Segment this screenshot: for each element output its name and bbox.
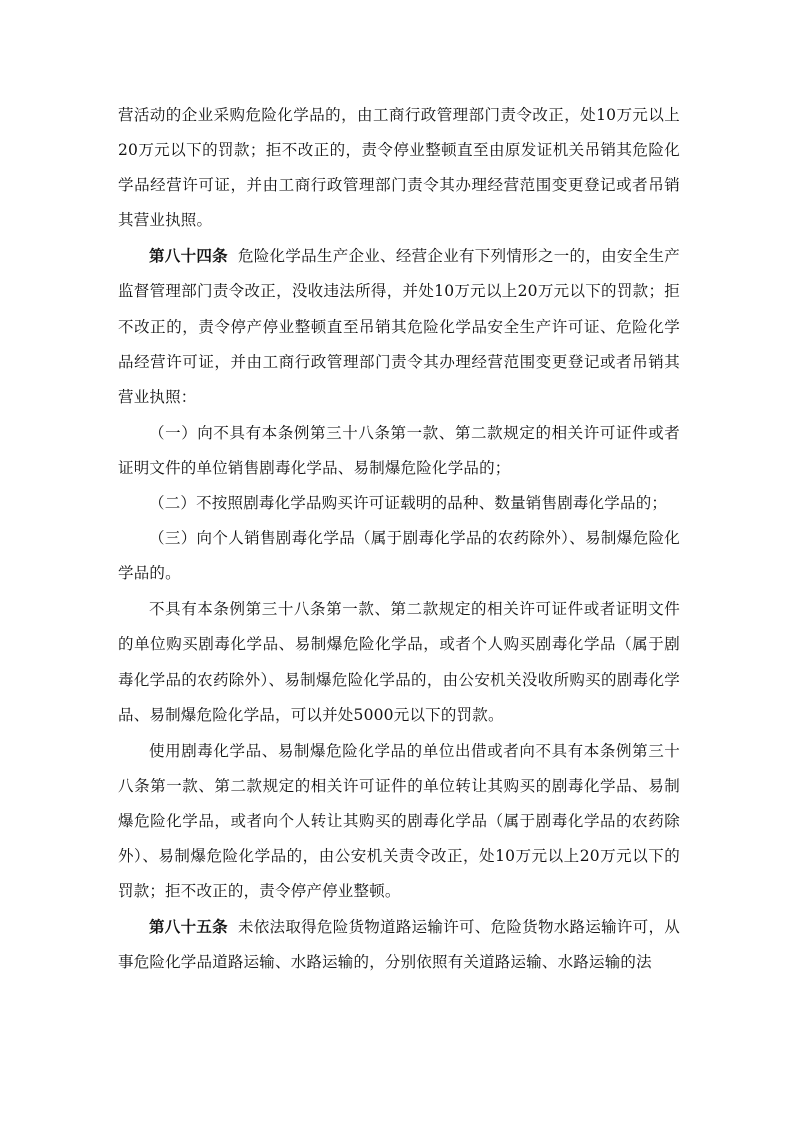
paragraph-text: （三）向个人销售剧毒化学品（属于剧毒化学品的农药除外）、易制爆危险化学品的。 xyxy=(118,529,680,583)
document-body xyxy=(118,98,680,980)
paragraph-text: 使用剧毒化学品、易制爆危险化学品的单位出借或者向不具有本条例第三十八条第一款、第二款规定的相关许可证件的单位转让其购买的剧毒化学品、易制爆危险化学品，或者向个人转让其购买的剧毒化学品（属于剧毒化学品的农药除外）、易制爆危险化学品的，由公安机关责令改正，处10万元以上20万元以下的罚款；拒不改正的，责令停产停业整顿。 xyxy=(118,741,680,901)
paragraph-text: 危险化学品生产企业、经营企业有下列情形之一的，由安全生产监督管理部门责令改正，没收违法所得，并处10万元以上20万元以下的罚款；拒不改正的，责令停产停业整顿直至吊销其危险化学品安全生产许可证、危险化学品经营许可证，并由工商行政管理部门责令其办理经营范围变更登记或者吊销其营业执照： xyxy=(118,247,680,406)
article-84-paragraph-2 xyxy=(118,592,680,732)
article-84-item-1 xyxy=(118,416,680,486)
article-84-item-2 xyxy=(118,486,680,521)
paragraph-text: （二）不按照剧毒化学品购买许可证载明的品种、数量销售剧毒化学品的； xyxy=(149,494,668,513)
article-heading: 第八十五条 xyxy=(149,918,228,937)
paragraph-text: 未依法取得危险货物道路运输许可、危险货物水路运输许可，从事危险化学品道路运输、水路运输的，分别依照有关道路运输、水路运输的法 xyxy=(118,918,680,972)
article-heading: 第八十四条 xyxy=(149,247,228,266)
article-84-item-3 xyxy=(118,521,680,591)
paragraph-continuation xyxy=(118,98,680,238)
article-85 xyxy=(118,910,680,980)
paragraph-text: 营活动的企业采购危险化学品的，由工商行政管理部门责令改正，处10万元以上20万元以下的罚款；拒不改正的，责令停业整顿直至由原发证机关吊销其危险化学品经营许可证，并由工商行政管理部门责令其办理经营范围变更登记或者吊销其营业执照。 xyxy=(118,106,680,230)
paragraph-text: 不具有本条例第三十八条第一款、第二款规定的相关许可证件或者证明文件的单位购买剧毒化学品、易制爆危险化学品，或者个人购买剧毒化学品（属于剧毒化学品的农药除外）、易制爆危险化学品的，由公安机关没收所购买的剧毒化学品、易制爆危险化学品，可以并处5000元以下的罚款。 xyxy=(118,600,680,724)
article-84 xyxy=(118,239,680,414)
paragraph-text: （一）向不具有本条例第三十八条第一款、第二款规定的相关许可证件或者证明文件的单位销售剧毒化学品、易制爆危险化学品的； xyxy=(118,423,680,477)
article-84-paragraph-3 xyxy=(118,734,680,909)
